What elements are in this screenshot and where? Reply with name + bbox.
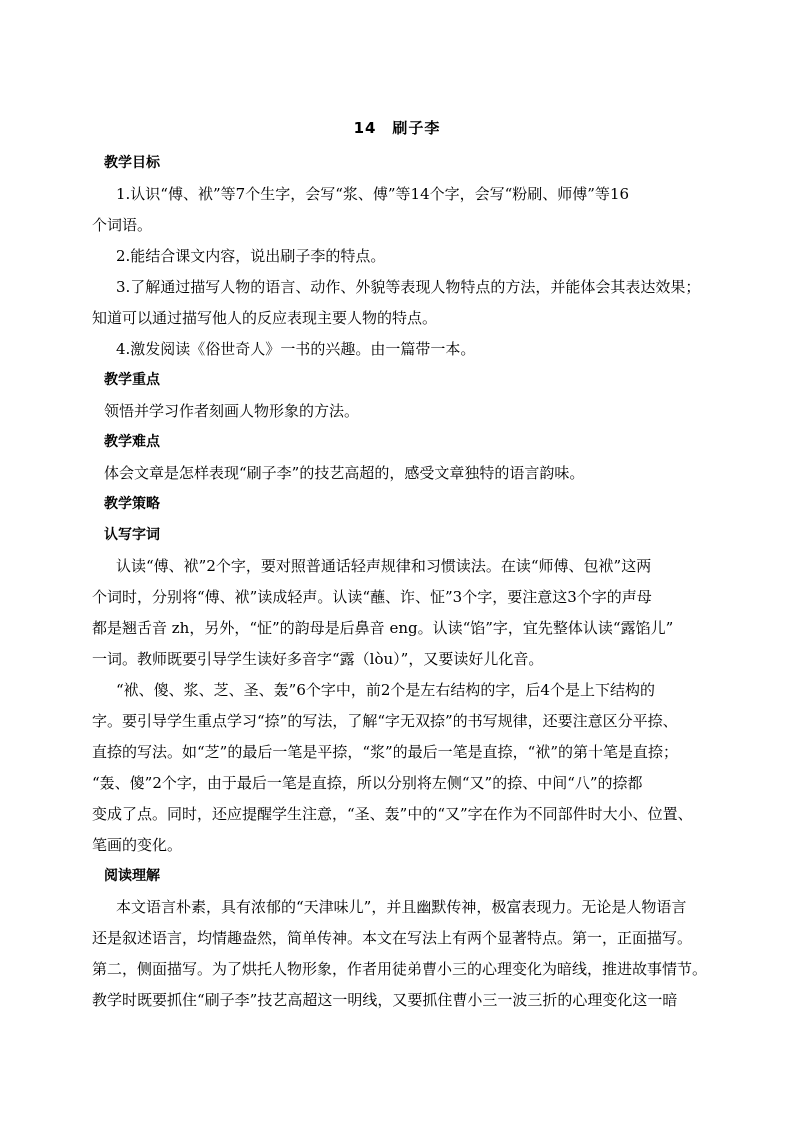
words-paragraph-1-line-3: 都是翘舌音 zh，另外，“怔”的韵母是后鼻音 eng。认读“馅”字，宜先整体认读“露馅儿” [92, 619, 674, 637]
words-paragraph-2-line-1: “袱、傻、浆、芝、圣、轰”6个字中，前2个是左右结构的字，后4个是上下结构的 [116, 681, 655, 699]
reading-line-4: 教学时既要抓住“刷子李”技艺高超这一明线，又要抓住曹小三一波三折的心理变化这一暗 [92, 991, 678, 1009]
page-title: 14 刷子李 [353, 119, 441, 137]
goal-2: 2.能结合课文内容，说出刷子李的特点。 [116, 247, 386, 265]
goal-1-line-2: 个词语。 [92, 216, 153, 234]
words-paragraph-2-line-4: “轰、傻”2个字，由于最后一笔是直捺，所以分别将左侧“又”的捺、中间“八”的捺都 [92, 774, 643, 792]
goal-4: 4.激发阅读《俗世奇人》一书的兴趣。由一篇带一本。 [116, 340, 476, 358]
subheading-words: 认写字词 [104, 527, 160, 543]
reading-line-3: 第二，侧面描写。为了烘托人物形象，作者用徒弟曹小三的心理变化为暗线，推进故事情节。 [92, 960, 708, 978]
key-points-text: 领悟并学习作者刻画人物形象的方法。 [104, 402, 360, 420]
section-heading-difficulties: 教学难点 [104, 434, 160, 450]
words-paragraph-2-line-2: 字。要引导学生重点学习“捺”的写法，了解“字无双捺”的书写规律，还要注意区分平捺、 [92, 712, 678, 730]
words-paragraph-1-line-2: 个词时，分别将“傅、袱”读成轻声。认读“蘸、诈、怔”3个字，要注意这3个字的声母 [92, 588, 652, 606]
difficulties-text: 体会文章是怎样表现“刷子李”的技艺高超的，感受文章独特的语言韵味。 [104, 464, 585, 482]
words-paragraph-2-line-5: 变成了点。同时，还应提醒学生注意，“圣、轰”中的“又”字在作为不同部件时大小、位置、 [92, 805, 693, 823]
subheading-reading: 阅读理解 [104, 868, 160, 884]
words-paragraph-2-line-3: 直捺的写法。如“芝”的最后一笔是平捺，“浆”的最后一笔是直捺，“袱”的第十笔是直捺； [92, 743, 679, 761]
goal-1-line-1: 1.认识“傅、袱”等7个生字，会写“浆、傅”等14个字，会写“粉刷、师傅”等16 [116, 185, 630, 203]
words-paragraph-1-line-1: 认读“傅、袱”2个字，要对照普通话轻声规律和习惯读法。在读“师傅、包袱”这两 [116, 557, 652, 575]
section-heading-strategy: 教学策略 [104, 496, 160, 512]
reading-line-2: 还是叙述语言，均情趣盎然，简单传神。本文在写法上有两个显著特点。第一，正面描写。 [92, 929, 693, 947]
goal-3-line-1: 3.了解通过描写人物的语言、动作、外貌等表现人物特点的方法，并能体会其表达效果； [116, 278, 701, 296]
goal-3-line-2: 知道可以通过描写他人的反应表现主要人物的特点。 [92, 309, 438, 327]
reading-line-1: 本文语言朴素，具有浓郁的“天津味儿”，并且幽默传神，极富表现力。无论是人物语言 [116, 898, 687, 916]
document-body [92, 148, 720, 1016]
section-heading-key-points: 教学重点 [104, 372, 160, 388]
words-paragraph-1-line-4: 一词。教师既要引导学生读好多音字“露（lòu）”，又要读好儿化音。 [92, 650, 544, 668]
section-heading-goals: 教学目标 [104, 155, 160, 171]
words-paragraph-2-line-6: 笔画的变化。 [92, 836, 183, 854]
